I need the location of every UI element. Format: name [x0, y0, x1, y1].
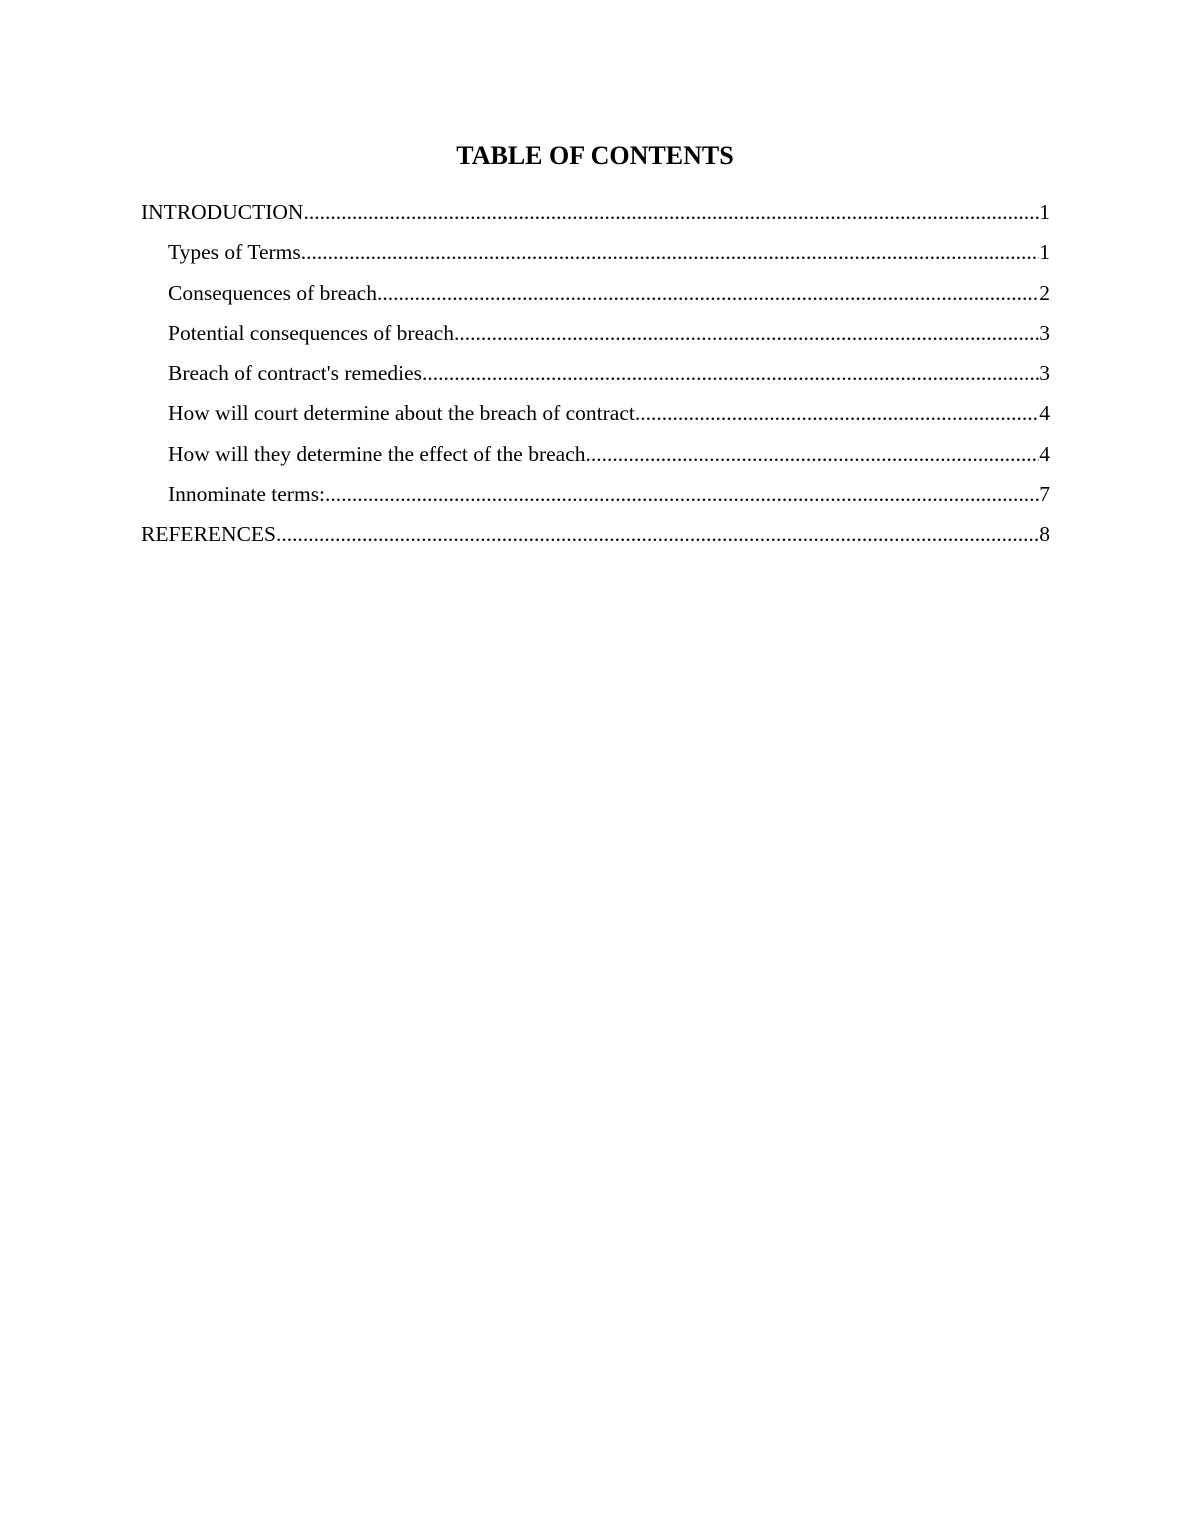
- toc-entry-innominate-terms[interactable]: [141, 480, 1050, 520]
- toc-dot-leader: [276, 520, 1039, 548]
- toc-dot-leader: [325, 480, 1039, 508]
- toc-entry-references[interactable]: [141, 520, 1050, 560]
- toc-entry-label: Potential consequences of breach: [168, 320, 454, 345]
- toc-dot-leader: [377, 279, 1039, 307]
- toc-page-number: 1: [1039, 200, 1050, 224]
- toc-dot-leader: [635, 399, 1039, 427]
- toc-entry-label: Innominate terms:: [168, 482, 326, 507]
- toc-entry-effect-of-breach[interactable]: [141, 440, 1050, 480]
- page-title: TABLE OF CONTENTS: [456, 141, 734, 170]
- toc-entry-label: How will they determine the effect of the breach: [168, 441, 586, 466]
- toc-dot-leader: [454, 319, 1039, 347]
- toc-entry-court-determine[interactable]: [141, 399, 1050, 439]
- toc-page-number: 3: [1039, 361, 1050, 386]
- toc-page-number: 1: [1039, 240, 1050, 265]
- toc-entry-remedies[interactable]: [141, 359, 1050, 399]
- toc-dot-leader: [303, 198, 1039, 226]
- toc-dot-leader: [422, 359, 1039, 387]
- toc-entry-consequences-of-breach[interactable]: [141, 279, 1050, 319]
- toc-entry-potential-consequences[interactable]: [141, 319, 1050, 359]
- toc-page-number: 8: [1039, 522, 1050, 547]
- toc-entry-label: INTRODUCTION: [141, 200, 304, 224]
- toc-dot-leader: [301, 238, 1040, 266]
- toc-entry-label: Types of Terms: [168, 240, 301, 265]
- toc-dot-leader: [586, 440, 1040, 468]
- toc-entry-introduction[interactable]: [141, 198, 1050, 238]
- toc-page-number: 7: [1039, 482, 1050, 507]
- toc-entry-types-of-terms[interactable]: [141, 238, 1050, 278]
- toc-page-number: 3: [1039, 320, 1050, 345]
- toc-page-number: 4: [1039, 441, 1050, 466]
- table-of-contents: [141, 198, 1050, 561]
- toc-entry-label: Breach of contract's remedies: [168, 361, 422, 386]
- toc-entry-label: How will court determine about the breach of contract: [168, 401, 635, 426]
- toc-entry-label: Consequences of breach: [168, 280, 377, 305]
- toc-page-number: 4: [1039, 401, 1050, 426]
- toc-page-number: 2: [1039, 280, 1050, 305]
- toc-entry-label: REFERENCES: [141, 522, 276, 547]
